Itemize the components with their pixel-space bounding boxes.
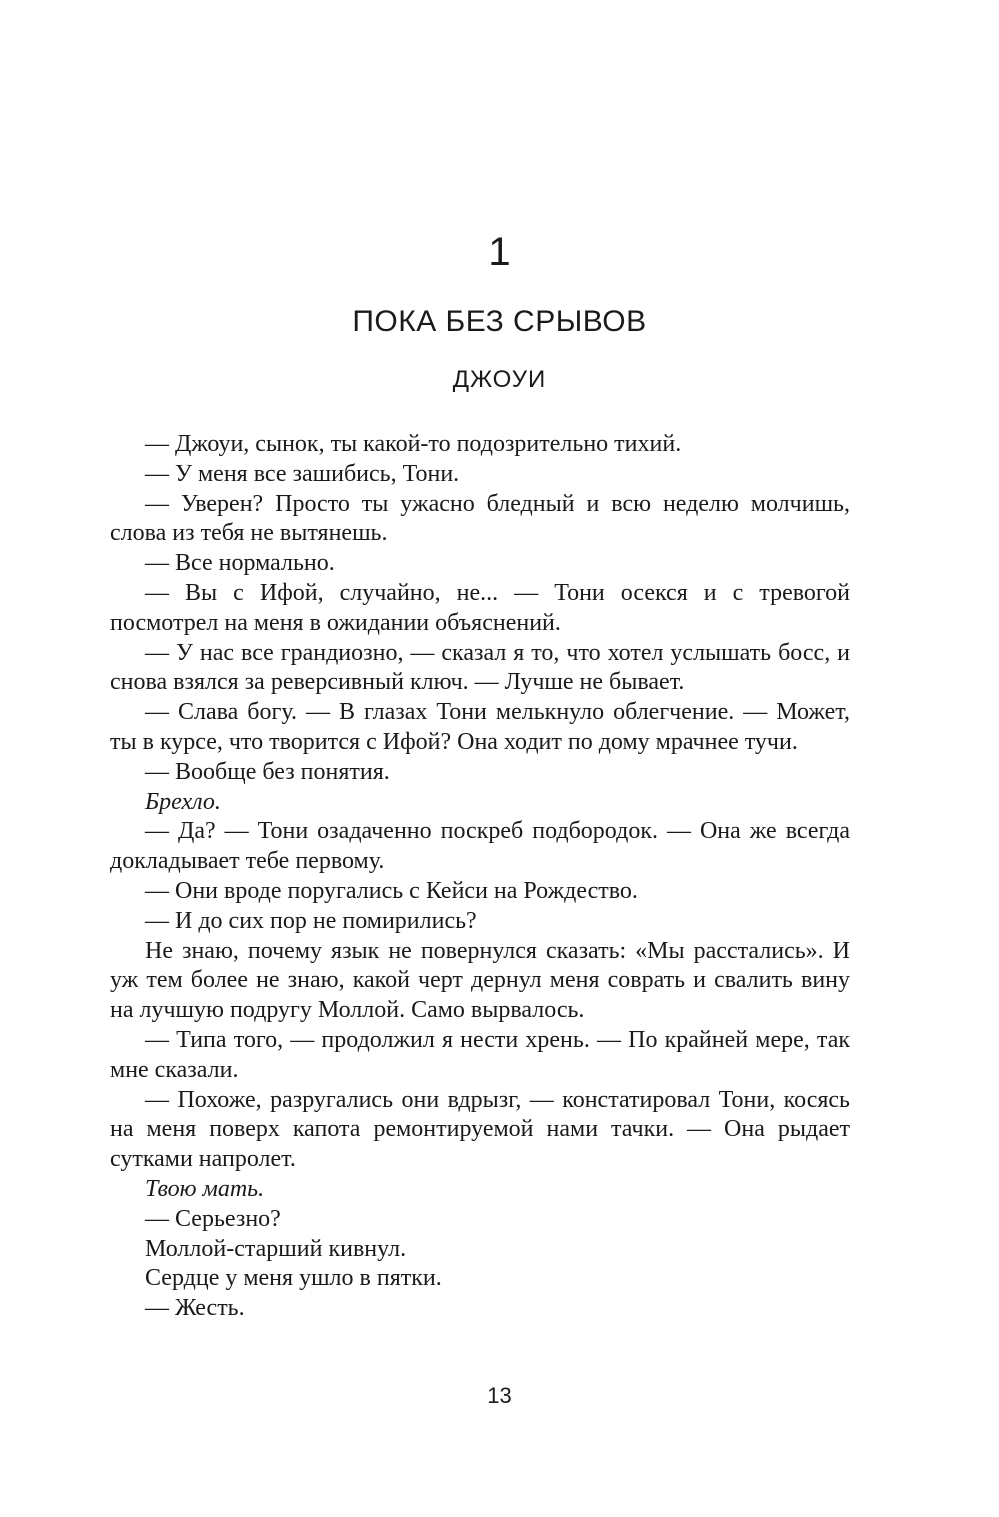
body-text <box>110 430 850 1324</box>
paragraph: — У меня все зашибись, Тони. <box>145 460 460 487</box>
paragraph: Сердце у меня ушло в пятки. <box>145 1265 442 1292</box>
paragraph: — Типа того, — продолжил я нести хрень. — По крайней мере, так мне сказали. <box>110 1026 850 1083</box>
paragraph: — Джоуи, сынок, ты какой-то подозрительно тихий. <box>145 431 682 457</box>
paragraph: — Вы с Ифой, случайно, не... — Тони осекся и с тревогой посмотрел на меня в ожидании объяснений. <box>110 579 850 636</box>
chapter-title: ПОКА БЕЗ СРЫВОВ <box>352 305 647 338</box>
paragraph: — Серьезно? <box>145 1205 281 1232</box>
narrator-heading: ДЖОУИ <box>452 366 547 393</box>
paragraph: — Да? — Тони озадаченно поскреб подбородок. — Она же всегда докладывает тебе первому. <box>110 818 850 875</box>
paragraph: — Слава богу. — В глазах Тони мелькнуло облегчение. — Может, ты в курсе, что творится с Ифой? Она ходит по дому мрачнее тучи. <box>110 699 850 755</box>
paragraph: — Вообще без понятия. <box>145 758 390 785</box>
paragraph: — Похоже, разругались они вдрызг, — констатировал Тони, косясь на меня поверх капота ремонтируемой нами тачки. — Она рыдает сутками напролет. <box>110 1086 850 1173</box>
paragraph: Не знаю, почему язык не повернулся сказать: «Мы расстались». И уж тем более не знаю, какой черт дернул меня соврать и свалить вину на лучшую подругу Моллой. Само вырвалось. <box>110 937 850 1024</box>
paragraph: — И до сих пор не помирились? <box>145 907 477 934</box>
paragraph: Моллой-старший кивнул. <box>145 1235 407 1262</box>
paragraph: — У нас все грандиозно, — сказал я то, что хотел услышать босс, и снова взялся за реверсивный ключ. — Лучше не бывает. <box>110 639 850 696</box>
thought-paragraph: Брехло. <box>145 788 221 815</box>
page-number: 13 <box>487 1383 512 1408</box>
paragraph: — Уверен? Просто ты ужасно бледный и всю неделю молчишь, слова из тебя не вытянешь. <box>110 490 850 547</box>
chapter-number: 1 <box>488 230 511 274</box>
paragraph: — Они вроде поругались с Кейси на Рождество. <box>145 877 638 904</box>
paragraph: — Жесть. <box>145 1295 245 1322</box>
paragraph: — Все нормально. <box>145 550 335 577</box>
thought-paragraph: Твою мать. <box>145 1175 265 1202</box>
